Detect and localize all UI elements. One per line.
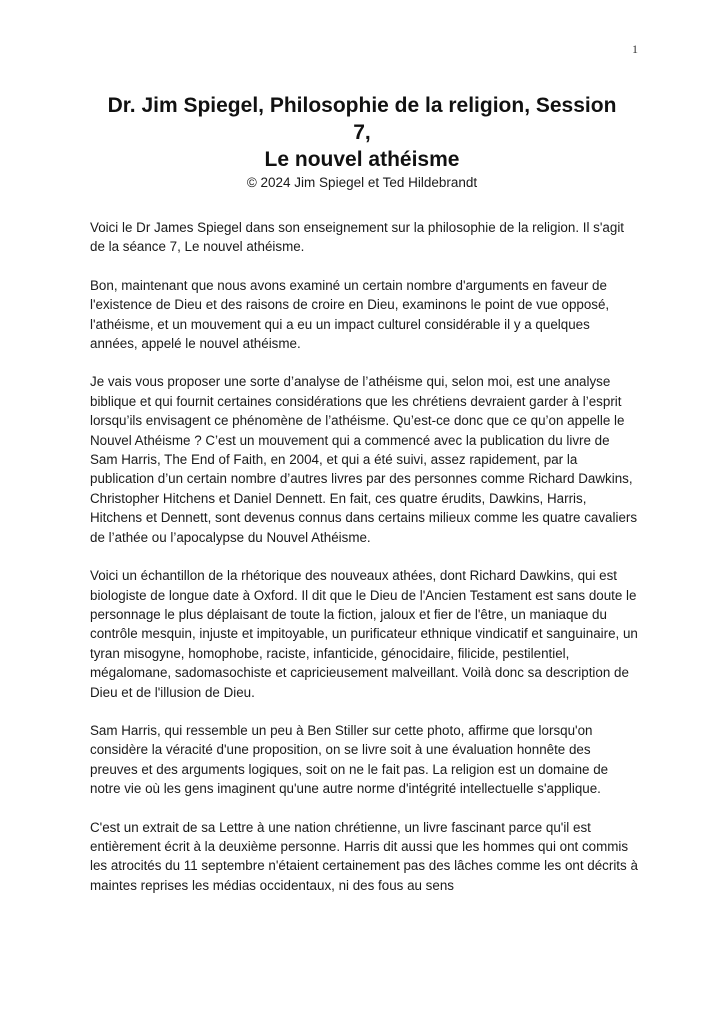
document-header: [90, 92, 634, 192]
paragraph-4: Voici un échantillon de la rhétorique des nouveaux athées, dont Richard Dawkins, qui est biologiste de longue date à Oxford. Il dit que le Dieu de l'Ancien Testament est sans doute le personnage le plus déplaisant de toute la fiction, jaloux et fier de l'être, un maniaque du contrôle mesquin, injuste et impitoyable, un purificateur ethnique vindicatif et sanguinaire, un tyran misogyne, homophobe, raciste, infanticide, génocidaire, filicide, pestilentiel, mégalomane, sadomasochiste et capricieusement malveillant. Voilà donc sa description de Dieu et de l'illusion de Dieu.: [90, 568, 638, 700]
paragraph-5: Sam Harris, qui ressemble un peu à Ben Stiller sur cette photo, affirme que lorsqu'on considère la véracité d'une proposition, on se livre soit à une évaluation honnête des preuves et des arguments logiques, soit on ne le fait pas. La religion est un domaine de notre vie où les gens imaginent qu'une autre norme d'intégrité intellectuelle s'applique.: [90, 722, 609, 797]
copyright-line: © 2024 Jim Spiegel et Ted Hildebrandt: [246, 175, 478, 190]
title-line-2: 7,: [353, 121, 371, 144]
document-title: [90, 92, 634, 173]
paragraph-3: Je vais vous proposer une sorte d’analyse de l’athéisme qui, selon moi, est une analyse biblique et qui fournit certaines considérations que les chrétiens devraient garder à l’esprit lorsqu’ils envisagent ce phénomène de l’athéisme. Qu’est-ce donc que ce qu’on appelle le Nouvel Athéisme ? C’est un mouvement qui a commencé avec la publication du livre de Sam Harris, The End of Faith, en 2004, et qui a été suivi, assez rapidement, par la publication d’un certain nombre d’autres livres par des personnes comme Richard Dawkins, Christopher Hitchens et Daniel Dennett. En fait, ces quatre érudits, Dawkins, Harris, Hitchens et Dennett, sont devenus connus dans certains milieux comme les quatre cavaliers de l’athée ou l’apocalypse du Nouvel Athéisme.: [90, 374, 638, 545]
title-line-1: Dr. Jim Spiegel, Philosophie de la religion, Session: [107, 94, 617, 117]
paragraph-6: C'est un extrait de sa Lettre à une nation chrétienne, un livre fascinant parce qu'il est entièrement écrit à la deuxième personne. Harris dit aussi que les hommes qui ont commis les atrocités du 11 septembre n'étaient certainement pas des lâches comme les ont décrits à maintes reprises les médias occidentaux, ni des fous au sens: [90, 819, 638, 893]
title-line-3: Le nouvel athéisme: [264, 148, 460, 171]
document-body: [90, 218, 638, 914]
page-number: 1: [632, 42, 638, 56]
paragraph-2: Bon, maintenant que nous avons examiné un certain nombre d'arguments en faveur de l'existence de Dieu et des raisons de croire en Dieu, examinons le point de vue opposé, l'athéisme, et un mouvement qui a eu un impact culturel considérable il y a quelques années, appelé le nouvel athéisme.: [90, 277, 610, 352]
paragraph-1: Voici le Dr James Spiegel dans son enseignement sur la philosophie de la religion. Il s'agit de la séance 7, Le nouvel athéisme.: [90, 220, 625, 255]
